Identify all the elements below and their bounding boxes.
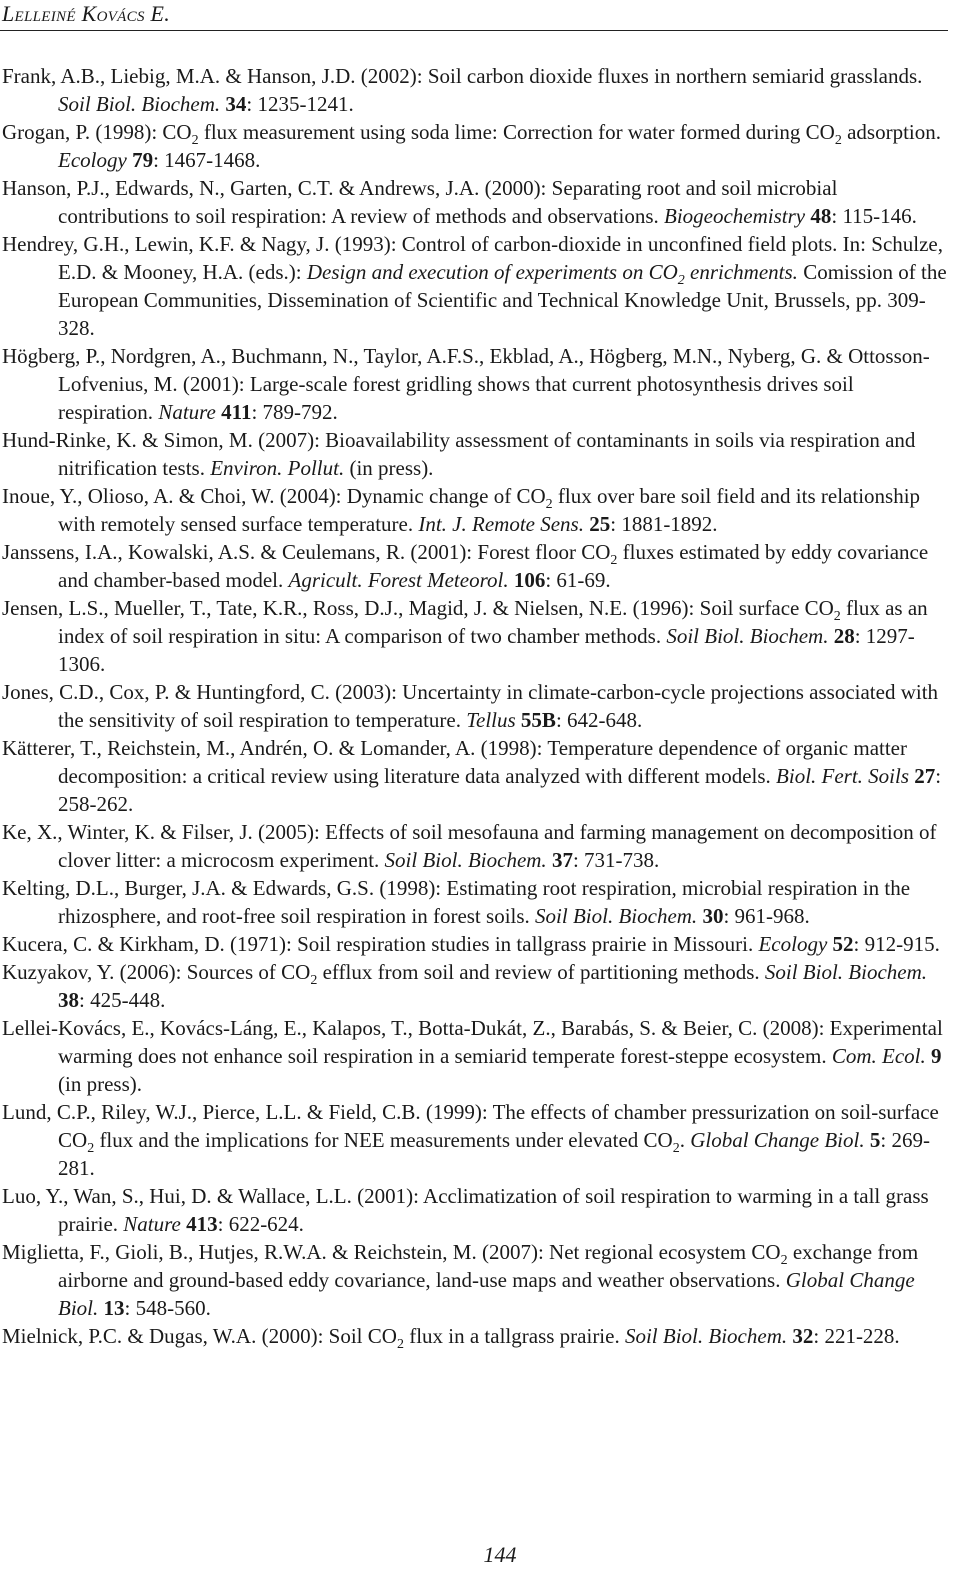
- reference-text: Environ. Pollut.: [210, 456, 345, 480]
- reference-text: : 61-69.: [545, 568, 611, 592]
- reference-text: 2: [677, 273, 685, 288]
- reference-text: : 731-738.: [572, 848, 660, 872]
- reference-entry: [2, 678, 948, 734]
- reference-text: Biogeochemistry: [664, 204, 806, 228]
- reference-text: Soil Biol. Biochem.: [764, 960, 928, 984]
- reference-text: 2: [833, 609, 841, 624]
- reference-text: : 622-624.: [217, 1212, 304, 1236]
- reference-text: Hanson, P.J., Edwards, N., Garten, C.T. & Andrews, J.A. (2000): Separating root and soil microbial contributions to soil respiration: A review of methods and observations.: [2, 176, 838, 228]
- reference-text: Design and execution of experiments on CO: [306, 260, 678, 284]
- reference-entry: [2, 426, 948, 482]
- reference-entry: [2, 230, 948, 342]
- reference-text: : 115-146.: [831, 204, 917, 228]
- reference-text: Ecology: [58, 148, 127, 172]
- reference-text: flux as an index of soil respiration in situ: A comparison of two chamber methods.: [58, 596, 928, 648]
- reference-text: 48: [810, 204, 832, 228]
- reference-text: 55B: [520, 708, 556, 732]
- reference-entry: [2, 1238, 948, 1322]
- reference-text: : 961-968.: [723, 904, 810, 928]
- reference-text: 2: [780, 1253, 788, 1268]
- reference-text: Nature: [123, 1212, 181, 1236]
- reference-text: 30: [702, 904, 724, 928]
- running-head: Lelleiné Kovács E.: [2, 1, 171, 26]
- reference-text: 34: [225, 92, 247, 116]
- reference-text: exchange from airborne and ground-based eddy covariance, land-use maps and weather observations.: [58, 1240, 919, 1292]
- reference-text: Tellus: [466, 708, 516, 732]
- reference-text: 2: [310, 973, 318, 988]
- reference-text: Soil Biol. Biochem.: [58, 92, 221, 116]
- reference-entry: [2, 174, 948, 230]
- reference-text: 38: [58, 988, 79, 1012]
- reference-text: : 912-915.: [853, 932, 940, 956]
- reference-text: 2: [396, 1337, 404, 1352]
- reference-text: efflux from soil and review of partitioning methods.: [317, 960, 765, 984]
- reference-text: Janssens, I.A., Kowalski, A.S. & Ceulemans, R. (2001): Forest floor CO: [2, 540, 611, 564]
- reference-text: Hendrey, G.H., Lewin, K.F. & Nagy, J. (1993): Control of carbon-dioxide in unconfined field plots. In: Schulze, E.D. & Mooney, H.A. (eds.):: [2, 232, 943, 284]
- reference-text: Nature: [158, 400, 216, 424]
- reference-text: fluxes estimated by eddy covariance and chamber-based model.: [58, 540, 929, 592]
- reference-entry: [2, 1098, 948, 1182]
- reference-text: Inoue, Y., Olioso, A. & Choi, W. (2004): Dynamic change of CO: [2, 484, 546, 508]
- reference-text: adsorption.: [841, 120, 941, 144]
- reference-text: Kucera, C. & Kirkham, D. (1971): Soil respiration studies in tallgrass prairie in Missouri.: [2, 932, 759, 956]
- reference-text: 2: [87, 1141, 95, 1156]
- reference-list: [2, 62, 948, 1350]
- reference-text: (in press).: [344, 456, 434, 480]
- reference-entry: [2, 818, 948, 874]
- reference-text: flux measurement using soda lime: Correction for water formed during CO: [198, 120, 835, 144]
- reference-text: : 789-792.: [251, 400, 338, 424]
- reference-text: : 269-281.: [58, 1128, 930, 1180]
- reference-text: 13: [103, 1296, 125, 1320]
- reference-text: 79: [132, 148, 154, 172]
- reference-text: 2: [610, 553, 618, 568]
- reference-text: : 258-262.: [58, 764, 942, 816]
- reference-text: 9: [931, 1044, 942, 1068]
- reference-entry: [2, 1182, 948, 1238]
- reference-entry: [2, 958, 948, 1014]
- reference-text: Ke, X., Winter, K. & Filser, J. (2005): Effects of soil mesofauna and farming management on decomposition of clover litter: a microcosm experiment.: [2, 820, 937, 872]
- reference-text: : 642-648.: [555, 708, 643, 732]
- reference-text: .: [679, 1128, 691, 1152]
- reference-text: Luo, Y., Wan, S., Hui, D. & Wallace, L.L. (2001): Acclimatization of soil respiration to warming in a tall grass prairie.: [2, 1184, 929, 1236]
- reference-text: : 1297-1306.: [58, 624, 915, 676]
- reference-text: Lellei-Kovács, E., Kovács-Láng, E., Kalapos, T., Botta-Dukát, Z., Barabás, S. & Beier, C. (2008): Experimental warming does not enhance soil respiration in a semiarid temperate forest-steppe ecosystem.: [2, 1016, 943, 1068]
- reference-text: 413: [186, 1212, 218, 1236]
- header-rule: [0, 30, 948, 31]
- reference-text: 28: [833, 624, 855, 648]
- reference-text: : 425-448.: [79, 988, 166, 1012]
- reference-text: : 221-228.: [813, 1324, 900, 1348]
- reference-text: Agricult. Forest Meteorol.: [288, 568, 509, 592]
- reference-text: Kuzyakov, Y. (2006): Sources of CO: [2, 960, 311, 984]
- reference-text: 32: [792, 1324, 814, 1348]
- reference-text: 411: [221, 400, 252, 424]
- reference-entry: [2, 538, 948, 594]
- reference-entry: [2, 594, 948, 678]
- reference-text: : 548-560.: [124, 1296, 211, 1320]
- reference-text: Jensen, L.S., Mueller, T., Tate, K.R., Ross, D.J., Magid, J. & Nielsen, N.E. (1996): Soil surface CO: [2, 596, 834, 620]
- reference-text: 25: [589, 512, 611, 536]
- reference-text: flux and the implications for NEE measurements under elevated CO: [94, 1128, 673, 1152]
- reference-text: Lund, C.P., Riley, W.J., Pierce, L.L. & Field, C.B. (1999): The effects of chamber pressurization on soil-surface CO: [2, 1100, 939, 1152]
- reference-text: Soil Biol. Biochem.: [624, 1324, 788, 1348]
- page-number: 144: [483, 1542, 517, 1567]
- reference-text: Hund-Rinke, K. & Simon, M. (2007): Bioavailability assessment of contaminants in soils via respiration and nitrification tests.: [2, 428, 916, 480]
- reference-text: 5: [869, 1128, 881, 1152]
- reference-entry: [2, 1322, 948, 1350]
- reference-text: (in press).: [58, 1072, 142, 1096]
- reference-text: Miglietta, F., Gioli, B., Hutjes, R.W.A. & Reichstein, M. (2007): Net regional ecosystem CO: [2, 1240, 781, 1264]
- reference-text: enrichments.: [684, 260, 798, 284]
- reference-entry: [2, 342, 948, 426]
- reference-entry: [2, 62, 948, 118]
- reference-text: 2: [545, 497, 553, 512]
- reference-text: 37: [551, 848, 573, 872]
- reference-entry: [2, 734, 948, 818]
- reference-text: : 1881-1892.: [610, 512, 718, 536]
- reference-text: Grogan, P. (1998): CO: [2, 120, 192, 144]
- reference-text: 106: [513, 568, 546, 592]
- reference-text: flux in a tallgrass prairie.: [403, 1324, 625, 1348]
- reference-text: Mielnick, P.C. & Dugas, W.A. (2000): Soil CO: [2, 1324, 397, 1348]
- reference-text: : 1235-1241.: [246, 92, 354, 116]
- reference-entry: [2, 930, 948, 958]
- reference-text: flux over bare soil field and its relationship with remotely sensed surface temperature.: [58, 484, 921, 536]
- reference-entry: [2, 874, 948, 930]
- reference-text: Int. J. Remote Sens.: [418, 512, 584, 536]
- reference-text: Ecology: [758, 932, 828, 956]
- reference-text: Soil Biol. Biochem.: [535, 904, 698, 928]
- reference-text: Comission of the European Communities, Dissemination of Scientific and Technical Knowledge Unit, Brussels, pp. 309-328.: [58, 260, 947, 340]
- reference-text: 2: [672, 1141, 680, 1156]
- reference-text: Kelting, D.L., Burger, J.A. & Edwards, G.S. (1998): Estimating root respiration, microbial respiration in the rhizosphere, and root-free soil respiration in forest soils.: [2, 876, 911, 928]
- reference-text: 2: [834, 133, 842, 148]
- reference-text: Högberg, P., Nordgren, A., Buchmann, N., Taylor, A.F.S., Ekblad, A., Högberg, M.N., Nyberg, G. & Ottosson-Lofvenius, M. (2001): Large-scale forest gridling shows that current photosynthesis drives soil respiration.: [2, 344, 930, 424]
- reference-text: Frank, A.B., Liebig, M.A. & Hanson, J.D. (2002): Soil carbon dioxide fluxes in northern semiarid grasslands.: [2, 64, 923, 88]
- reference-entry: [2, 118, 948, 174]
- reference-text: 2: [191, 133, 199, 148]
- reference-text: Soil Biol. Biochem.: [666, 624, 829, 648]
- reference-text: Biol. Fert. Soils: [776, 764, 910, 788]
- reference-entry: [2, 1014, 948, 1098]
- reference-entry: [2, 482, 948, 538]
- reference-text: Kätterer, T., Reichstein, M., Andrén, O. & Lomander, A. (1998): Temperature dependence of organic matter decomposition: a critical review using literature data analyzed with different models.: [2, 736, 907, 788]
- reference-text: : 1467-1468.: [153, 148, 261, 172]
- reference-text: 27: [914, 764, 936, 788]
- reference-text: Jones, C.D., Cox, P. & Huntingford, C. (2003): Uncertainty in climate-carbon-cycle projections associated with the sensitivity of soil respiration to temperature.: [2, 680, 939, 732]
- reference-text: Global Change Biol.: [58, 1268, 915, 1320]
- reference-text: Global Change Biol.: [690, 1128, 865, 1152]
- reference-text: Soil Biol. Biochem.: [384, 848, 547, 872]
- reference-text: 52: [832, 932, 854, 956]
- reference-text: Com. Ecol.: [831, 1044, 926, 1068]
